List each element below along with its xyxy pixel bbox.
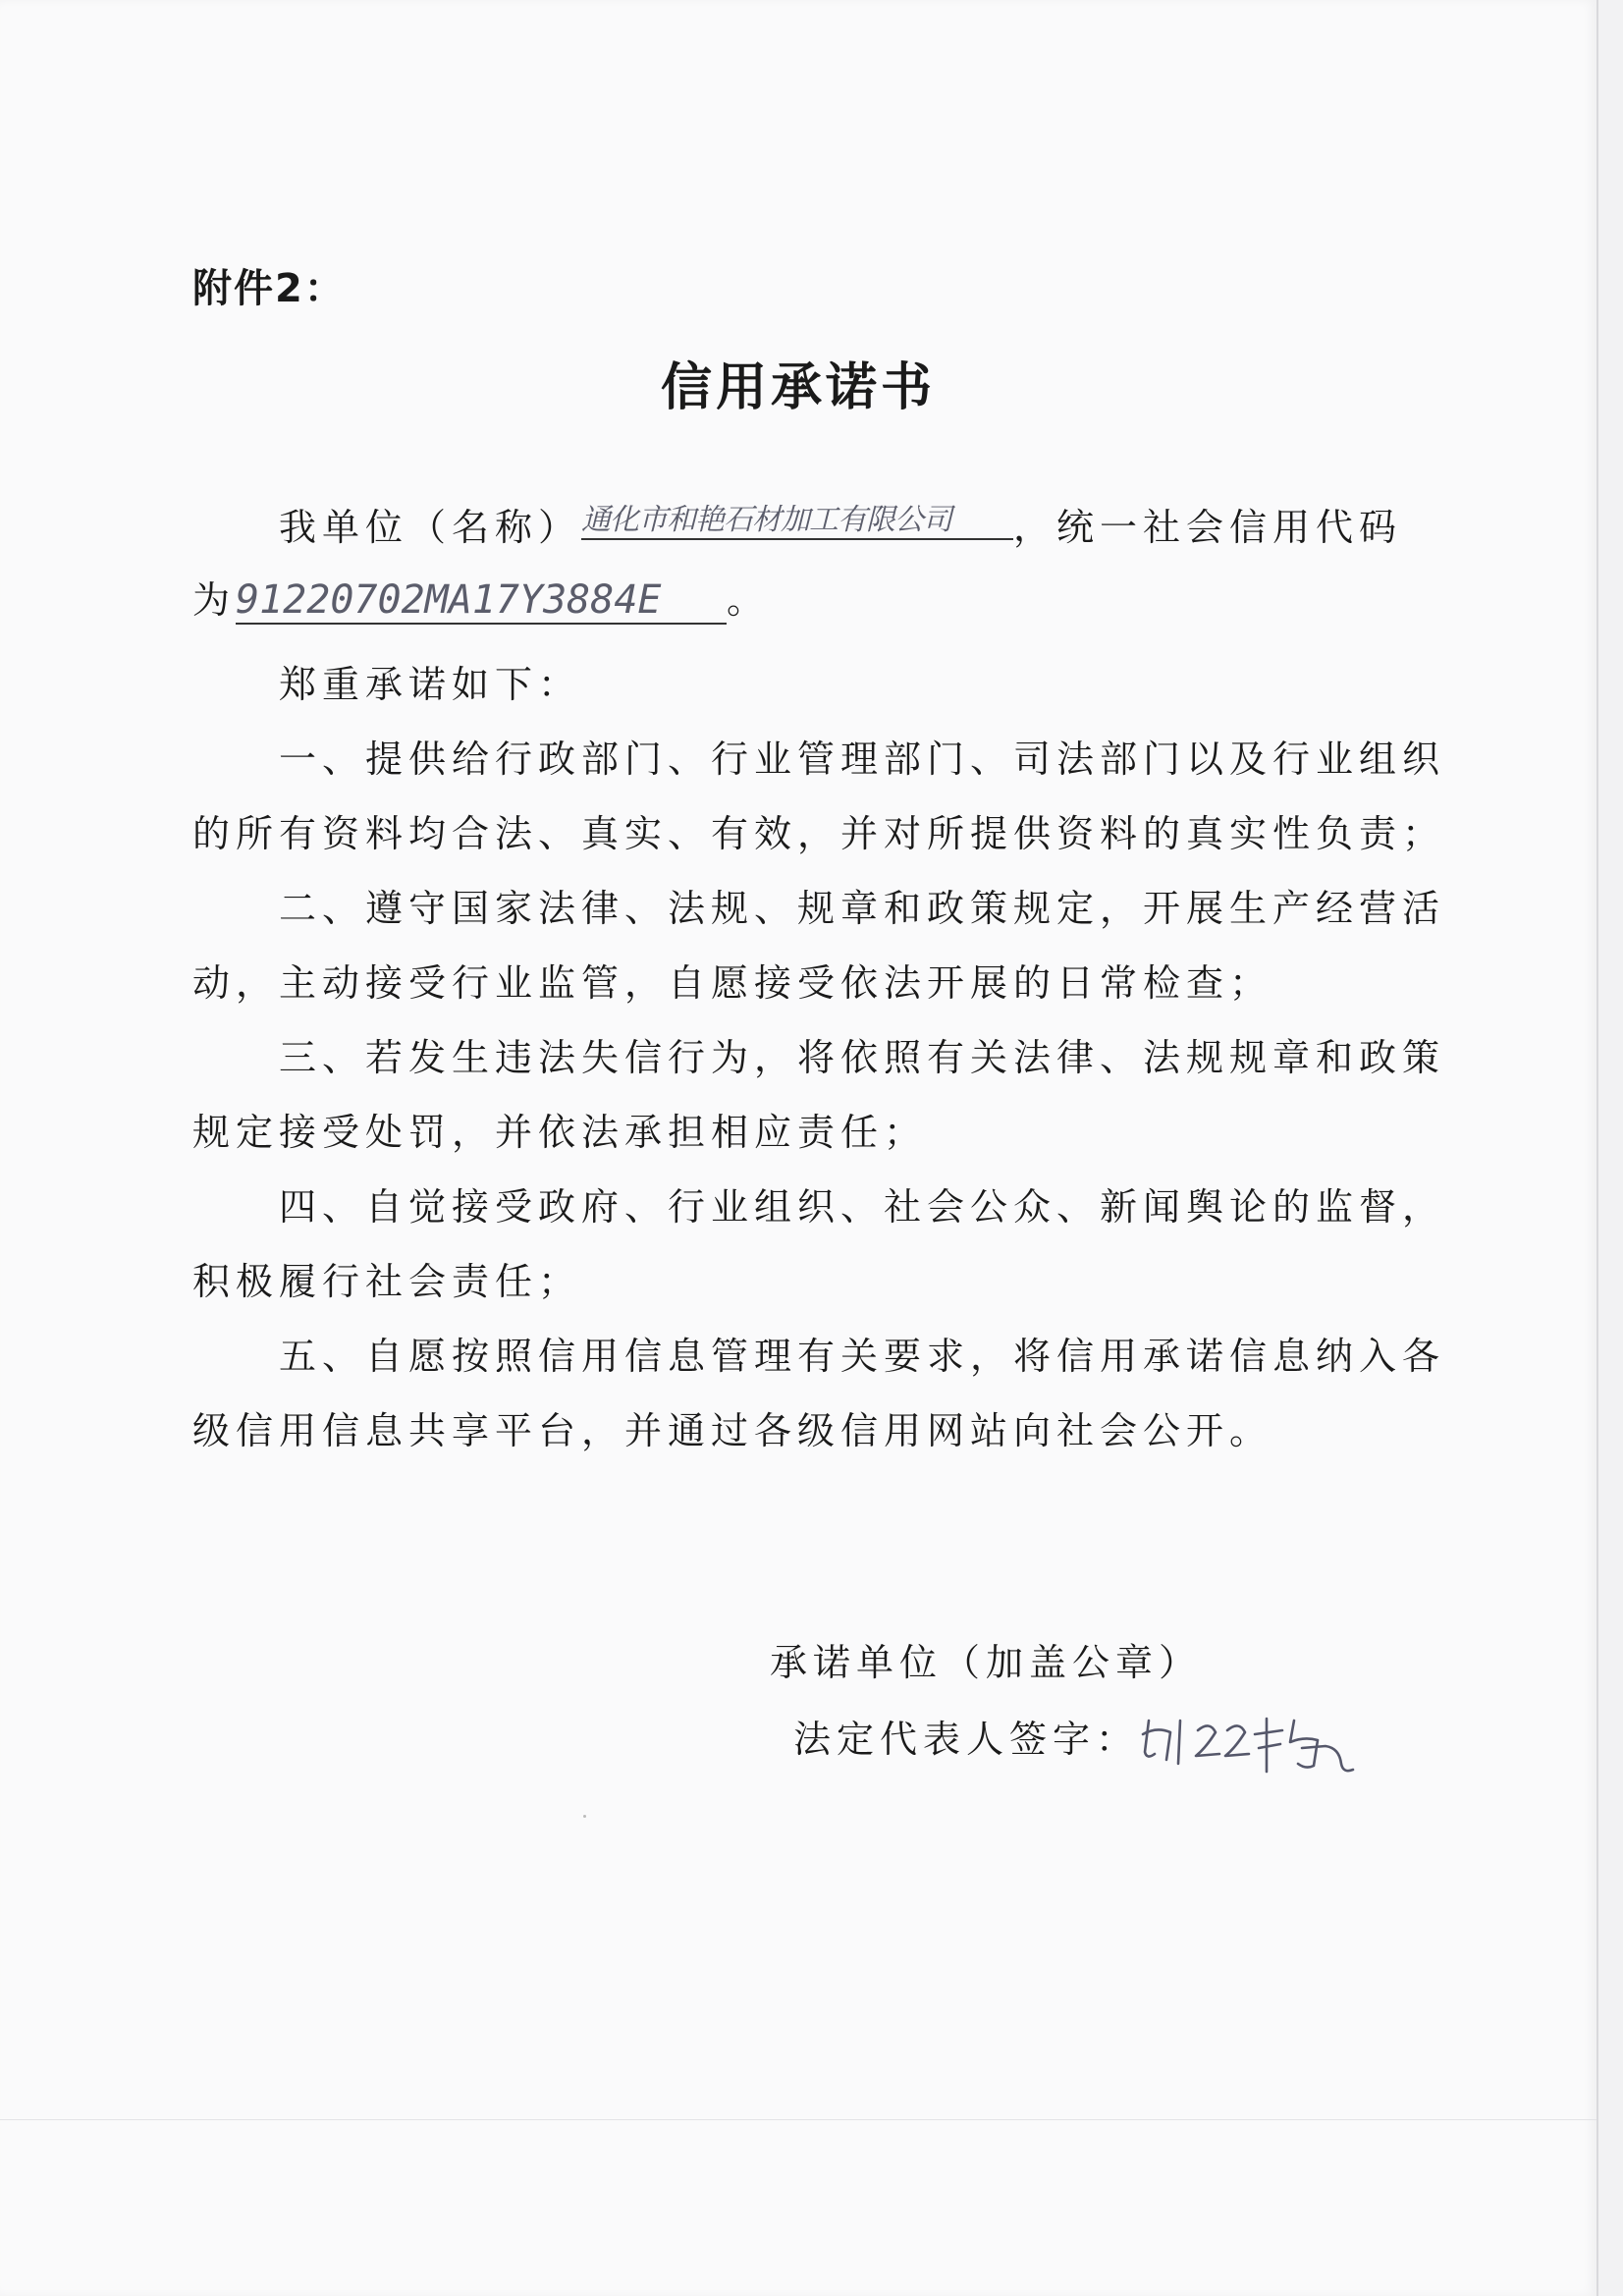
legal-rep-signature — [1137, 1691, 1363, 1779]
annex-label: 附件2： — [192, 266, 346, 311]
item-5-line-2: 级信用信息共享平台，并通过各级信用网站向社会公开。 — [192, 1409, 1273, 1452]
legal-rep-label: 法定代表人签字： — [793, 1718, 1140, 1761]
intro-line-1 — [279, 495, 1402, 551]
item-1-line-2: 的所有资料均合法、真实、有效，并对所提供资料的真实性负责； — [192, 812, 1446, 855]
intro-line2-suffix: 。 — [727, 578, 771, 622]
intro-line2-prefix: 为 — [192, 578, 237, 622]
scan-edge — [0, 2119, 1596, 2120]
credit-code-handwritten: 91220702MA17Y3884E — [236, 577, 727, 625]
scan-speck — [583, 1815, 586, 1818]
intro-middle: ，统一社会信用代码 — [1013, 506, 1403, 549]
intro-line-2 — [192, 570, 770, 625]
item-4-line-1: 四、自觉接受政府、行业组织、社会公众、新闻舆论的监督， — [279, 1185, 1446, 1229]
item-2-line-1: 二、遵守国家法律、法规、规章和政策规定，开展生产经营活 — [279, 887, 1446, 930]
item-1-line-1: 一、提供给行政部门、行业管理部门、司法部门以及行业组织 — [279, 738, 1446, 781]
solemn-statement: 郑重承诺如下： — [279, 663, 582, 706]
document-title: 信用承诺书 — [660, 358, 936, 417]
intro-prefix: 我单位（名称） — [279, 506, 582, 549]
item-2-line-2: 动，主动接受行业监管，自愿接受依法开展的日常检查； — [192, 961, 1273, 1005]
scan-margin — [1598, 0, 1623, 2296]
item-5-line-1: 五、自愿按照信用信息管理有关要求，将信用承诺信息纳入各 — [279, 1335, 1446, 1378]
item-3-line-1: 三、若发生违法失信行为，将依照有关法律、法规规章和政策 — [279, 1036, 1446, 1079]
company-name-handwritten: 通化市和艳石材加工有限公司 — [581, 495, 1013, 540]
item-3-line-2: 规定接受处罚，并依法承担相应责任； — [192, 1111, 928, 1154]
committing-unit-label: 承诺单位（加盖公章） — [770, 1641, 1203, 1684]
item-4-line-2: 积极履行社会责任； — [192, 1260, 582, 1303]
